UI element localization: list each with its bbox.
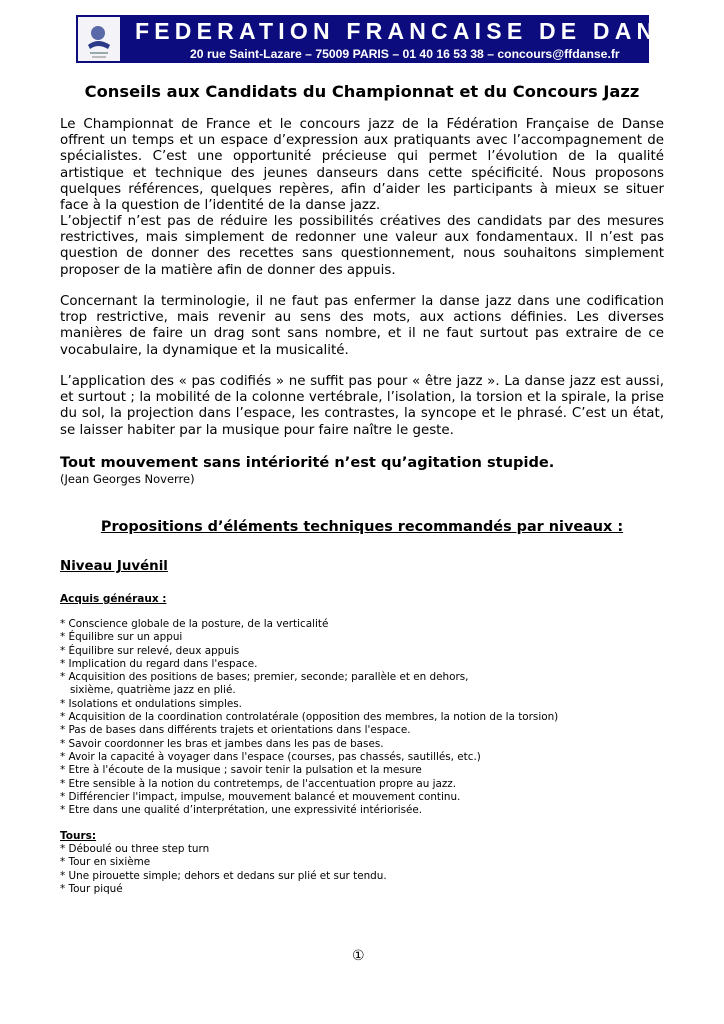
tours-list <box>60 843 540 896</box>
list-item: * Équilibre sur relevé, deux appuis <box>60 644 240 657</box>
paragraph: Concernant la terminologie, il ne faut pas enfermer la danse jazz dans une codification trop restrictive, mais revenir au sens des mots, aux actions définies. Les diverses manières de faire un drag sont sans nombre, et il ne faut surtout pas extraire de ce vocabulaire, la dynamique et la musicalité. <box>60 294 664 358</box>
organization-name: FEDERATION FRANCAISE DE DANSE <box>135 18 700 44</box>
list-item: * Déboulé ou three step turn <box>60 843 210 855</box>
paragraph: L’application des « pas codifiés » ne suffit pas pour « être jazz ». La danse jazz est aussi, et surtout ; la mobilité de la colonne vertébrale, l’isolation, la torsion et la spirale, la prise du sol, la projection dans l’espace, les contrastes, la syncope et le phrasé. C’est un état, se laisser habiter par la musique pour faire naître le geste. <box>60 374 664 438</box>
list-item: * Etre sensible à la notion du contretemps, de l'accentuation propre au jazz. <box>60 777 457 790</box>
list-item: * Acquisition de la coordination controlatérale (opposition des membres, la notion de la torsion) <box>60 711 559 724</box>
quote-author: (Jean Georges Noverre) <box>60 472 195 486</box>
list-item: * Etre dans une qualité d’interprétation, une expressivité intériorisée. <box>60 804 423 817</box>
paragraph: Le Championnat de France et le concours jazz de la Fédération Française de Danse offrent un temps et un espace d’expression aux pratiquants avec l’accompagnement de spécialistes. C’est une opportunité précieuse qui permet l’évolution de la qualité artistique et technique des jeunes danseurs dans cette spécificité. Nous proposons quelques références, quelques repères, afin d’aider les participants à mieux se situer face à la question de l’identité de la danse jazz. <box>60 117 664 214</box>
document-title: Conseils aux Candidats du Championnat et du Concours Jazz <box>84 82 640 101</box>
list-item: * Acquisition des positions de bases; premier, seconde; parallèle et en dehors, sixième, quatrième jazz en plié. <box>60 671 469 697</box>
quote: Tout mouvement sans intériorité n’est qu’agitation stupide. <box>60 454 555 471</box>
page-number: ① <box>352 948 365 964</box>
acquis-list <box>60 618 559 817</box>
list-item: * Isolations et ondulations simples. <box>60 697 242 710</box>
list-item: * Différencier l'impact, impulse, mouvement balancé et mouvement continu. <box>60 790 461 803</box>
list-item: * Équilibre sur un appui <box>60 631 183 644</box>
list-item: * Tour en sixième <box>60 856 151 869</box>
list-item: * Une pirouette simple; dehors et dedans sur plié et sur tendu. <box>60 869 387 882</box>
level-heading: Niveau Juvénil <box>60 559 168 574</box>
paragraph: L’objectif n’est pas de réduire les possibilités créatives des candidats par des mesures restrictives, mais simplement de redonner une valeur aux fondamentaux. Il n’est pas question de donner des recettes sans questionnement, nous souhaitons simplement proposer de la matière afin de donner des appuis. <box>60 214 664 278</box>
list-item: * Conscience globale de la posture, de la verticalité <box>60 618 329 630</box>
list-item: * Pas de bases dans différents trajets et orientations dans l'espace. <box>60 724 411 737</box>
list-item: * Tour piqué <box>60 882 123 895</box>
list-item: * Etre à l'écoute de la musique ; savoir tenir la pulsation et la mesure <box>60 764 422 777</box>
list-item: * Implication du regard dans l'espace. <box>60 657 258 670</box>
acquis-heading: Acquis généraux : <box>60 593 167 605</box>
section-heading: Propositions d’éléments techniques recommandés par niveaux : <box>100 519 624 535</box>
tours-heading: Tours: <box>60 830 97 842</box>
organization-address: 20 rue Saint-Lazare – 75009 PARIS – 01 40 16 53 38 – concours@ffdanse.fr <box>190 47 620 61</box>
list-item: * Savoir coordonner les bras et jambes dans les pas de bases. <box>60 737 384 750</box>
list-item: * Avoir la capacité à voyager dans l'espace (courses, pas chassés, sautillés, etc.) <box>60 750 481 763</box>
federation-logo <box>78 17 120 61</box>
